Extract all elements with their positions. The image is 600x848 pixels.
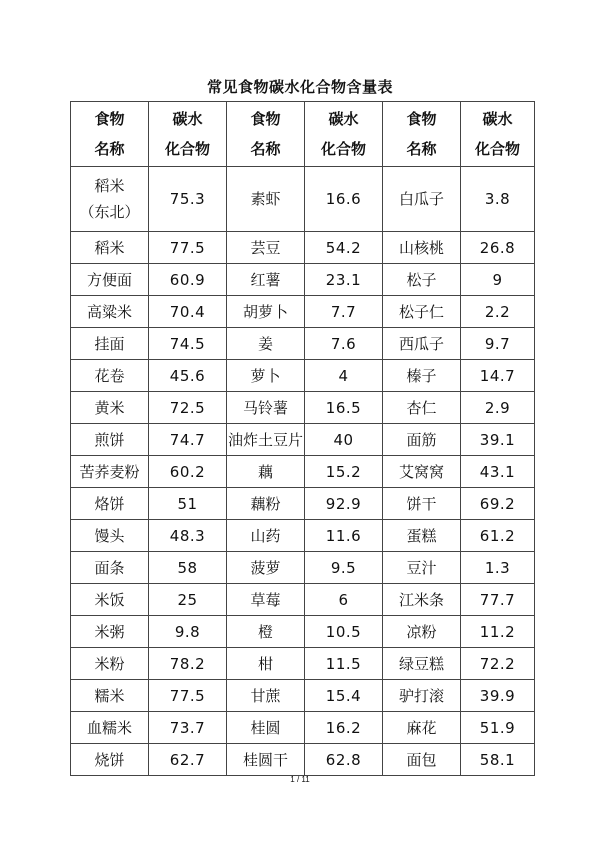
carbohydrate-value-cell: 2.9 bbox=[461, 392, 535, 424]
food-name-cell: 胡萝卜 bbox=[227, 296, 305, 328]
table-row bbox=[71, 680, 535, 712]
table-row bbox=[71, 488, 535, 520]
food-name-cell: 油炸土豆片 bbox=[227, 424, 305, 456]
food-name-cell: 藕粉 bbox=[227, 488, 305, 520]
header-carbohydrate: 碳水 化合物 bbox=[149, 102, 227, 167]
carbohydrate-value-cell: 62.8 bbox=[305, 744, 383, 776]
table-row bbox=[71, 392, 535, 424]
carbohydrate-value-cell: 48.3 bbox=[149, 520, 227, 552]
carbohydrate-value-cell: 39.9 bbox=[461, 680, 535, 712]
food-name-cell: 馒头 bbox=[71, 520, 149, 552]
food-name-cell: 米粥 bbox=[71, 616, 149, 648]
food-name-cell: 马铃薯 bbox=[227, 392, 305, 424]
carbohydrate-value-cell: 3.8 bbox=[461, 167, 535, 232]
carbohydrate-value-cell: 73.7 bbox=[149, 712, 227, 744]
food-name-cell: 芸豆 bbox=[227, 232, 305, 264]
carbohydrate-value-cell: 61.2 bbox=[461, 520, 535, 552]
carbohydrate-value-cell: 77.7 bbox=[461, 584, 535, 616]
food-name-cell: 米粉 bbox=[71, 648, 149, 680]
food-name-cell: 高粱米 bbox=[71, 296, 149, 328]
food-name-cell: 蛋糕 bbox=[383, 520, 461, 552]
carbohydrate-value-cell: 58 bbox=[149, 552, 227, 584]
header-carbohydrate: 碳水 化合物 bbox=[461, 102, 535, 167]
food-name-cell: 驴打滚 bbox=[383, 680, 461, 712]
carbohydrate-value-cell: 62.7 bbox=[149, 744, 227, 776]
table-row bbox=[71, 167, 535, 232]
food-name-cell: 榛子 bbox=[383, 360, 461, 392]
page-title: 常见食物碳水化合物含量表 bbox=[206, 78, 393, 96]
food-name-cell: 糯米 bbox=[71, 680, 149, 712]
carbohydrate-value-cell: 77.5 bbox=[149, 680, 227, 712]
carbohydrate-value-cell: 7.7 bbox=[305, 296, 383, 328]
food-name-cell: 柑 bbox=[227, 648, 305, 680]
food-name-cell: 烙饼 bbox=[71, 488, 149, 520]
carbohydrate-value-cell: 60.2 bbox=[149, 456, 227, 488]
food-name-cell: 橙 bbox=[227, 616, 305, 648]
carbohydrate-value-cell: 72.5 bbox=[149, 392, 227, 424]
carbohydrate-value-cell: 11.6 bbox=[305, 520, 383, 552]
carbohydrate-value-cell: 11.5 bbox=[305, 648, 383, 680]
food-name-cell: 绿豆糕 bbox=[383, 648, 461, 680]
table-row bbox=[71, 328, 535, 360]
food-name-cell: 松子 bbox=[383, 264, 461, 296]
table-row bbox=[71, 456, 535, 488]
food-name-cell: 煎饼 bbox=[71, 424, 149, 456]
carbohydrate-value-cell: 51.9 bbox=[461, 712, 535, 744]
food-name-cell: 饼干 bbox=[383, 488, 461, 520]
food-name-cell: 面条 bbox=[71, 552, 149, 584]
table-row bbox=[71, 584, 535, 616]
carbohydrate-value-cell: 70.4 bbox=[149, 296, 227, 328]
food-name-cell: 烧饼 bbox=[71, 744, 149, 776]
carbohydrate-value-cell: 58.1 bbox=[461, 744, 535, 776]
food-name-cell: 方便面 bbox=[71, 264, 149, 296]
table-row bbox=[71, 520, 535, 552]
carbohydrate-value-cell: 51 bbox=[149, 488, 227, 520]
table-body bbox=[71, 167, 535, 776]
carbohydrate-value-cell: 10.5 bbox=[305, 616, 383, 648]
carbohydrate-table bbox=[70, 101, 535, 776]
table-row bbox=[71, 744, 535, 776]
header-carbohydrate: 碳水 化合物 bbox=[305, 102, 383, 167]
carbohydrate-value-cell: 77.5 bbox=[149, 232, 227, 264]
food-name-cell: 山药 bbox=[227, 520, 305, 552]
food-name-cell: 桂圆 bbox=[227, 712, 305, 744]
table-row bbox=[71, 616, 535, 648]
food-name-cell: 松子仁 bbox=[383, 296, 461, 328]
food-name-cell: 黄米 bbox=[71, 392, 149, 424]
food-name-cell: 西瓜子 bbox=[383, 328, 461, 360]
carbohydrate-value-cell: 11.2 bbox=[461, 616, 535, 648]
carbohydrate-value-cell: 9.5 bbox=[305, 552, 383, 584]
food-name-cell: 稻米 （东北） bbox=[71, 167, 149, 232]
food-name-cell: 挂面 bbox=[71, 328, 149, 360]
carbohydrate-value-cell: 26.8 bbox=[461, 232, 535, 264]
carbohydrate-value-cell: 60.9 bbox=[149, 264, 227, 296]
food-name-cell: 菠萝 bbox=[227, 552, 305, 584]
table-row bbox=[71, 232, 535, 264]
food-name-cell: 红薯 bbox=[227, 264, 305, 296]
carbohydrate-value-cell: 78.2 bbox=[149, 648, 227, 680]
carbohydrate-value-cell: 9.7 bbox=[461, 328, 535, 360]
table-row bbox=[71, 296, 535, 328]
food-name-cell: 艾窝窝 bbox=[383, 456, 461, 488]
carbohydrate-value-cell: 16.6 bbox=[305, 167, 383, 232]
carbohydrate-value-cell: 74.7 bbox=[149, 424, 227, 456]
carbohydrate-value-cell: 54.2 bbox=[305, 232, 383, 264]
carbohydrate-value-cell: 69.2 bbox=[461, 488, 535, 520]
carbohydrate-value-cell: 23.1 bbox=[305, 264, 383, 296]
food-name-cell: 草莓 bbox=[227, 584, 305, 616]
carbohydrate-value-cell: 72.2 bbox=[461, 648, 535, 680]
food-name-cell: 豆汁 bbox=[383, 552, 461, 584]
carbohydrate-value-cell: 7.6 bbox=[305, 328, 383, 360]
carbohydrate-value-cell: 15.4 bbox=[305, 680, 383, 712]
table-row bbox=[71, 360, 535, 392]
carbohydrate-value-cell: 16.5 bbox=[305, 392, 383, 424]
page-number: 1 / 11 bbox=[290, 775, 310, 784]
carbohydrate-value-cell: 6 bbox=[305, 584, 383, 616]
header-food-name: 食物 名称 bbox=[71, 102, 149, 167]
food-name-cell: 山核桃 bbox=[383, 232, 461, 264]
table-row bbox=[71, 712, 535, 744]
carbohydrate-value-cell: 16.2 bbox=[305, 712, 383, 744]
header-food-name: 食物 名称 bbox=[227, 102, 305, 167]
carbohydrate-value-cell: 25 bbox=[149, 584, 227, 616]
food-name-cell: 凉粉 bbox=[383, 616, 461, 648]
carbohydrate-value-cell: 9 bbox=[461, 264, 535, 296]
food-name-cell: 甘蔗 bbox=[227, 680, 305, 712]
food-name-cell: 桂圆干 bbox=[227, 744, 305, 776]
food-name-cell: 血糯米 bbox=[71, 712, 149, 744]
carbohydrate-value-cell: 4 bbox=[305, 360, 383, 392]
food-name-cell: 苦荞麦粉 bbox=[71, 456, 149, 488]
header-food-name: 食物 名称 bbox=[383, 102, 461, 167]
carbohydrate-value-cell: 2.2 bbox=[461, 296, 535, 328]
table-row bbox=[71, 648, 535, 680]
carbohydrate-value-cell: 15.2 bbox=[305, 456, 383, 488]
carbohydrate-value-cell: 39.1 bbox=[461, 424, 535, 456]
carbohydrate-value-cell: 14.7 bbox=[461, 360, 535, 392]
food-name-cell: 素虾 bbox=[227, 167, 305, 232]
table-header-row bbox=[71, 102, 535, 167]
food-name-cell: 面包 bbox=[383, 744, 461, 776]
carbohydrate-value-cell: 75.3 bbox=[149, 167, 227, 232]
carbohydrate-value-cell: 74.5 bbox=[149, 328, 227, 360]
carbohydrate-value-cell: 1.3 bbox=[461, 552, 535, 584]
carbohydrate-value-cell: 9.8 bbox=[149, 616, 227, 648]
carbohydrate-value-cell: 43.1 bbox=[461, 456, 535, 488]
food-name-cell: 萝卜 bbox=[227, 360, 305, 392]
food-name-cell: 稻米 bbox=[71, 232, 149, 264]
food-name-cell: 姜 bbox=[227, 328, 305, 360]
food-name-cell: 藕 bbox=[227, 456, 305, 488]
food-name-cell: 面筋 bbox=[383, 424, 461, 456]
food-name-cell: 白瓜子 bbox=[383, 167, 461, 232]
table-row bbox=[71, 424, 535, 456]
carbohydrate-value-cell: 92.9 bbox=[305, 488, 383, 520]
food-name-cell: 米饭 bbox=[71, 584, 149, 616]
food-name-cell: 杏仁 bbox=[383, 392, 461, 424]
carbohydrate-value-cell: 40 bbox=[305, 424, 383, 456]
food-name-cell: 江米条 bbox=[383, 584, 461, 616]
carbohydrate-value-cell: 45.6 bbox=[149, 360, 227, 392]
food-name-cell: 花卷 bbox=[71, 360, 149, 392]
food-name-cell: 麻花 bbox=[383, 712, 461, 744]
table-row bbox=[71, 552, 535, 584]
table-row bbox=[71, 264, 535, 296]
